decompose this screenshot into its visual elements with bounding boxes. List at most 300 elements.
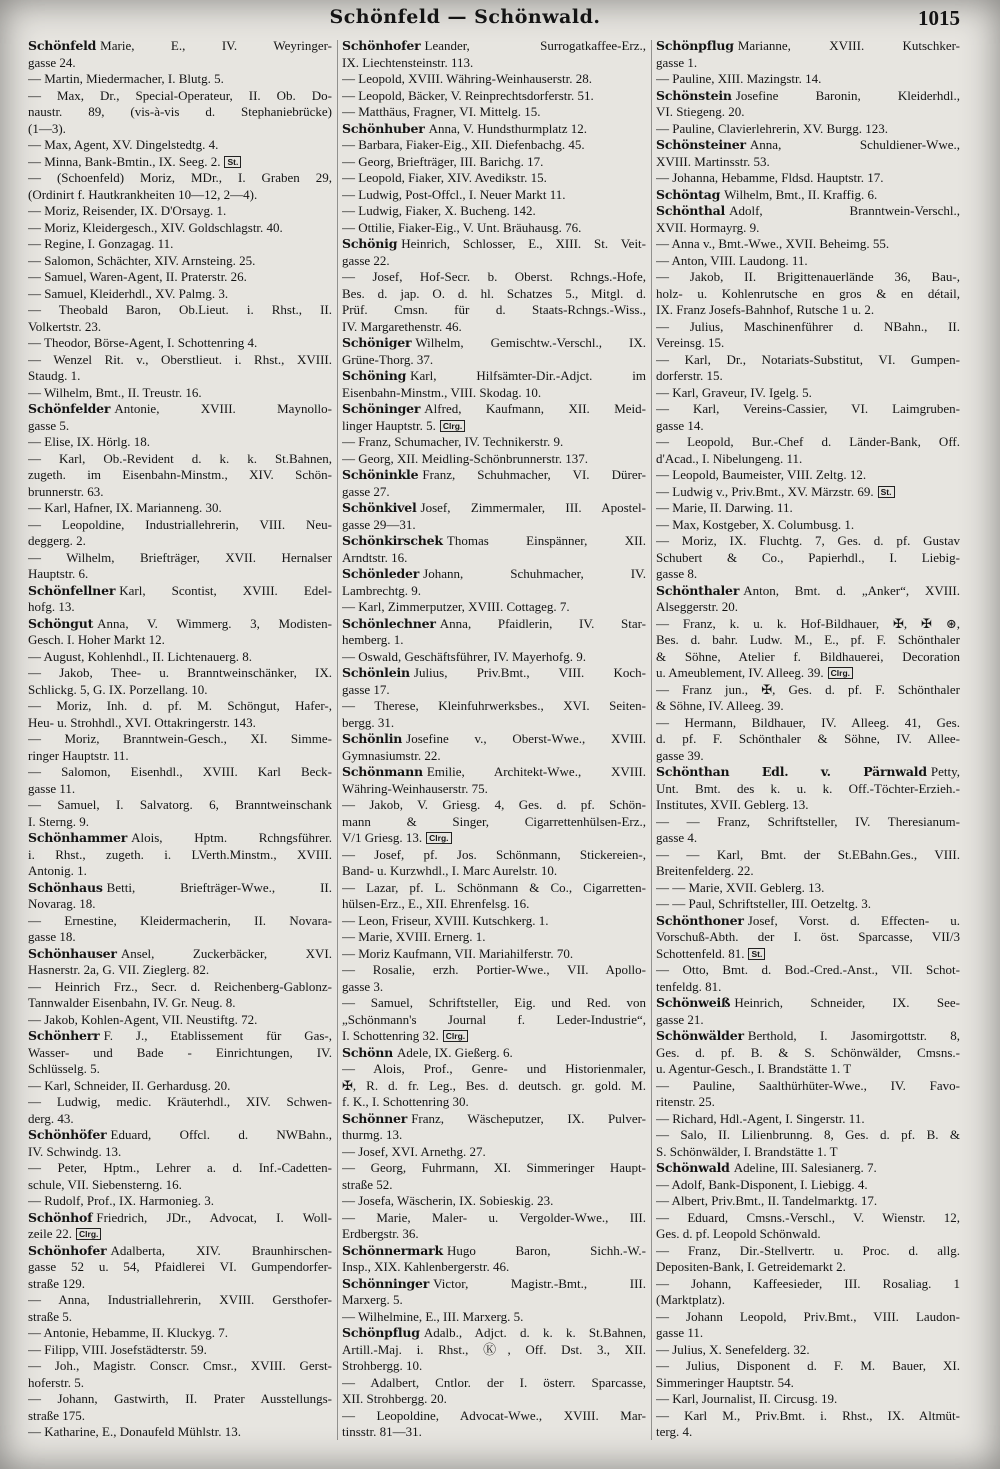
entry-text: — Johann, Gastwirth, II. Prater Ausstellungs-: [28, 1391, 332, 1406]
directory-line: [28, 1391, 332, 1408]
directory-line: [656, 566, 960, 583]
entry-heading-line: [342, 566, 646, 583]
directory-line: [342, 748, 646, 765]
directory-line: [656, 1259, 960, 1276]
entry-text: — Leopold, XVIII. Währing-Weinhauserstr. 28.: [342, 71, 592, 86]
entry-heading-line: [342, 1243, 646, 1260]
directory-line: [28, 748, 332, 765]
directory-line: [656, 550, 960, 567]
entry-text: Marie, E., IV. Weyringer-: [100, 38, 332, 53]
directory-column-2: [342, 38, 646, 1441]
directory-line: [656, 896, 960, 913]
entry-text: — Heinrich Frz., Secr. d. Reichenberg-Gablonz-: [28, 978, 332, 994]
directory-line: [656, 302, 960, 319]
directory-line: [28, 187, 332, 204]
directory-line: [656, 748, 960, 765]
entry-text: — Joh., Magistr. Conscr. Cmsr., XVIII. Gerst-: [28, 1358, 332, 1373]
entry-text: Schlickg. 5, G. IX. Porzellang. 10.: [28, 681, 208, 697]
entry-heading-line: [342, 401, 646, 418]
entry-text: IX. Liechtensteinstr. 113.: [342, 54, 474, 70]
entry-text: — Peter, Hptm., Lehrer a. d. Inf.-Cadetten-: [28, 1160, 332, 1175]
directory-line: [28, 71, 332, 88]
entry-text: Breitenfelderg. 22.: [656, 863, 754, 878]
directory-line: [656, 698, 960, 715]
directory-line: [28, 847, 332, 864]
entry-text: Lambrechtg. 9.: [342, 582, 422, 598]
entry-text: Eduard, Offcl. d. NWBahn.,: [110, 1127, 332, 1142]
entry-text: — Julius, X. Senefelderg. 32.: [656, 1341, 810, 1357]
directory-line: [28, 1342, 332, 1359]
entry-text: f. K., I. Schottenring 30.: [342, 1094, 469, 1109]
directory-line: [342, 962, 646, 979]
directory-line: [656, 1276, 960, 1293]
entry-text: gasse 17.: [342, 681, 390, 697]
directory-line: [342, 781, 646, 798]
entry-surname: Schönwälder: [656, 1028, 744, 1043]
directory-line: [656, 1111, 960, 1128]
entry-text: Leander, Surrogatkaffee-Erz.,: [424, 38, 646, 53]
entry-text: Berthold, I. Jasomirgottstr. 8,: [747, 1028, 960, 1043]
notation-box: Clrg.: [828, 667, 853, 679]
entry-text: I. Schottenring 32.: [342, 1028, 439, 1043]
entry-text: gasse 27.: [342, 483, 390, 499]
entry-heading-line: [656, 137, 960, 154]
entry-text: Marianne, XVIII. Kutschker-: [737, 38, 960, 53]
entry-text: — Ludwig v., Priv.Bmt., XV. Märzstr. 69.: [656, 483, 874, 499]
entry-text: — Eduard, Cmsns.-Verschl., V. Wienstr. 12,: [656, 1209, 960, 1225]
directory-line: [342, 715, 646, 732]
entry-heading-line: [342, 1325, 646, 1342]
directory-line: [656, 797, 960, 814]
entry-text: — Wilhelm, Bmt., II. Treustr. 16.: [28, 384, 202, 400]
entry-text: hofg. 13.: [28, 599, 75, 614]
entry-text: Simmeringer Hauptstr. 54.: [656, 1374, 794, 1390]
page-header: [0, 4, 1000, 34]
directory-line: [656, 451, 960, 468]
entry-surname: Schönweiß: [656, 995, 731, 1010]
entry-text: — Georg, Fuhrmann, XI. Simmeringer Haupt-: [342, 1160, 646, 1175]
entry-text: — Pauline, Saalthürhüter-Wwe., IV. Favo-: [656, 1077, 960, 1093]
directory-line: [656, 418, 960, 435]
directory-line: [28, 962, 332, 979]
directory-line: [656, 781, 960, 798]
directory-line: [28, 55, 332, 72]
entry-surname: Schöninkle: [342, 467, 419, 482]
entry-text: Bes. d. bahr. Ludw. M., E., pf. F. Schönthaler: [656, 632, 960, 647]
directory-line: [342, 352, 646, 369]
entry-text: u. Agentur-Gesch., I. Brandstätte 1. T: [656, 1061, 852, 1076]
entry-heading-line: [28, 830, 332, 847]
directory-line: [28, 1408, 332, 1425]
entry-text: — August, Kohlenhdl., II. Lichtenauerg. 8.: [28, 648, 252, 664]
entry-text: gasse 5.: [28, 417, 70, 433]
entry-surname: Schönfellner: [28, 582, 116, 598]
directory-line: [28, 1144, 332, 1161]
directory-line: [656, 1375, 960, 1392]
entry-text: Betti, Briefträger-Wwe., II.: [106, 879, 332, 895]
directory-line: [656, 253, 960, 270]
entry-text: Schottenfeld. 81.: [656, 945, 745, 961]
entry-text: Volkertstr. 23.: [28, 318, 102, 334]
entry-text: — Leopold, Bur.-Chef d. Länder-Bank, Off.: [656, 434, 960, 449]
entry-text: & Söhne, IV. Alleeg. 39.: [656, 698, 784, 713]
entry-text: — Josef, pf. Jos. Schönmann, Stickereien-,: [342, 846, 646, 862]
entry-text: — Albert, Priv.Bmt., II. Tandelmarktg. 17.: [656, 1193, 878, 1208]
entry-heading-line: [28, 38, 332, 55]
entry-text: — Franz, Schumacher, IV. Technikerstr. 9.: [342, 434, 564, 449]
entry-text: Heinrich, Schneider, IX. See-: [734, 995, 960, 1010]
directory-line: [28, 236, 332, 253]
directory-column-1: [28, 38, 332, 1441]
directory-line: [342, 170, 646, 187]
entry-text: — Karl, Ob.-Revident d. k. k. St.Bahnen,: [28, 450, 332, 466]
entry-text: — Katharine, E., Donaufeld Mühlstr. 13.: [28, 1424, 242, 1439]
entry-text: Erdbergstr. 36.: [342, 1226, 419, 1241]
entry-text: Ges. d. pf. Leopold Schönwald.: [656, 1226, 821, 1241]
directory-line: [28, 814, 332, 831]
directory-line: [28, 731, 332, 748]
entry-text: — Filipp, VIII. Josefstädterstr. 59.: [28, 1341, 207, 1357]
entry-surname: Schönner: [342, 1110, 408, 1126]
entry-text: — Antonie, Hebamme, II. Kluckyg. 7.: [28, 1325, 229, 1340]
entry-heading-line: [656, 38, 960, 55]
directory-line: [342, 154, 646, 171]
entry-text: — Richard, Hdl.-Agent, I. Singerstr. 11.: [656, 1110, 865, 1126]
entry-text: gasse 52 u. 54, Pfaidlerei VI. Gumpendorfer-: [28, 1259, 332, 1274]
directory-line: [342, 434, 646, 451]
directory-line: [342, 1160, 646, 1177]
entry-surname: Schönfelder: [28, 401, 111, 416]
entry-heading-line: [342, 533, 646, 550]
entry-surname: Schönkirschek: [342, 533, 443, 548]
entry-text: terg. 4.: [656, 1424, 693, 1439]
entry-text: — Karl, Journalist, II. Circusg. 19.: [656, 1391, 838, 1406]
entry-text: — Minna, Bank-Bmtin., IX. Seeg. 2.: [28, 153, 221, 169]
entry-surname: Schönpflug: [656, 38, 734, 53]
directory-line: [342, 1012, 646, 1029]
directory-line: [28, 682, 332, 699]
directory-line: [656, 962, 960, 979]
directory-line: [656, 517, 960, 534]
directory-line: [656, 1358, 960, 1375]
directory-line: [342, 1226, 646, 1243]
directory-line: [656, 55, 960, 72]
directory-line: [28, 269, 332, 286]
entry-text: tinsstr. 81—31.: [342, 1424, 422, 1439]
entry-text: I. Sterng. 9.: [28, 813, 90, 829]
directory-line: [28, 979, 332, 996]
directory-line: [342, 649, 646, 666]
entry-text: straße 129.: [28, 1275, 86, 1291]
directory-line: [28, 253, 332, 270]
entry-text: gasse 24.: [28, 54, 76, 70]
directory-line: [342, 929, 646, 946]
entry-text: — Johann Leopold, Priv.Bmt., VIII. Laudon-: [656, 1308, 960, 1324]
entry-text: Schubert & Co., Papierhdl., I. Liebig-: [656, 549, 960, 565]
entry-text: Antonie, XVIII. Maynollo-: [114, 401, 332, 416]
entry-text: — Josef, XVI. Arnethg. 27.: [342, 1143, 486, 1159]
entry-text: — Jakob, II. Brigittenauerlände 36, Bau-,: [656, 269, 960, 284]
entry-text: XVIII. Martinsstr. 53.: [656, 153, 770, 169]
entry-text: — Ludwig, Fiaker, X. Bucheng. 142.: [342, 203, 536, 218]
entry-text: — Theodor, Börse-Agent, I. Schottenring 4.: [28, 335, 258, 350]
directory-line: [656, 682, 960, 699]
entry-text: „Schönmann's Journal f. Leder-Industrie“,: [342, 1011, 646, 1027]
directory-line: [28, 286, 332, 303]
entry-text: naustr. 89, (vis-à-vis d. Stephaniebrücke): [28, 104, 332, 119]
directory-line: [342, 137, 646, 154]
directory-line: [28, 319, 332, 336]
entry-text: Adalberta, XIV. Braunhirschen-: [110, 1242, 332, 1258]
directory-line: [342, 385, 646, 402]
entry-heading-line: [28, 616, 332, 633]
directory-line: [656, 170, 960, 187]
entry-text: — Max, Kostgeber, X. Columbusg. 1.: [656, 516, 855, 532]
directory-line: [28, 170, 332, 187]
column-divider: [337, 40, 338, 1440]
directory-line: [656, 236, 960, 253]
directory-line: [28, 715, 332, 732]
entry-text: — Karl, Vereins-Cassier, VI. Laimgruben-: [656, 401, 960, 416]
entry-heading-line: [342, 121, 646, 138]
entry-surname: Schönhammer: [28, 830, 128, 845]
entry-text: Ges. d. pf. B. & S. Schönwälder, Cmsns.-: [656, 1044, 960, 1060]
entry-surname: Schönfeld: [28, 38, 97, 53]
directory-line: [28, 484, 332, 501]
entry-heading-line: [28, 1210, 332, 1227]
entry-heading-line: [342, 38, 646, 55]
directory-line: [342, 1391, 646, 1408]
entry-surname: Schönhof: [28, 1209, 93, 1225]
entry-text: — Marie, XVIII. Ernerg. 1.: [342, 929, 486, 944]
entry-surname: Schönlechner: [342, 615, 436, 631]
entry-text: Alfred, Kaufmann, XII. Meid-: [424, 401, 646, 416]
entry-surname: Schönhauser: [28, 945, 117, 961]
entry-heading-line: [342, 236, 646, 253]
entry-text: — Karl M., Priv.Bmt. i. Rhst., IX. Altmüt-: [656, 1407, 960, 1423]
directory-line: [342, 220, 646, 237]
directory-line: [28, 863, 332, 880]
directory-line: [656, 715, 960, 732]
directory-line: [656, 880, 960, 897]
entry-surname: Schönhaus: [28, 879, 103, 895]
entry-text: bergg. 31.: [342, 714, 395, 730]
entry-text: Anna, Schuldiener-Wwe.,: [749, 137, 960, 152]
entry-surname: Schönpflug: [342, 1325, 420, 1340]
directory-line: [342, 104, 646, 121]
directory-line: [342, 1292, 646, 1309]
entry-text: — Salo, II. Lilienbrunng. 8, Ges. d. pf. B. &: [656, 1127, 960, 1142]
entry-surname: Schönstein: [656, 87, 732, 103]
directory-line: [656, 946, 960, 963]
directory-line: [342, 979, 646, 996]
directory-line: [656, 467, 960, 484]
directory-line: [656, 1325, 960, 1342]
directory-line: [28, 418, 332, 435]
entry-surname: Schönhofer: [28, 1242, 107, 1258]
entry-text: — — Marie, XVII. Geblerg. 13.: [656, 879, 825, 895]
entry-text: — Franz, Dir.-Stellvertr. u. Proc. d. allg.: [656, 1242, 960, 1258]
entry-text: Eisenbahn-Minstm., VIII. Skodag. 10.: [342, 384, 542, 400]
entry-text: Adolf, Branntwein-Verschl.,: [729, 203, 960, 218]
directory-line: [342, 55, 646, 72]
entry-text: gasse 21.: [656, 1011, 704, 1027]
directory-line: [28, 1177, 332, 1194]
directory-line: [342, 995, 646, 1012]
entry-text: brunnerstr. 63.: [28, 483, 104, 499]
directory-line: [342, 1210, 646, 1227]
entry-text: — Adolf, Bank-Disponent, I. Liebigg. 4.: [656, 1176, 868, 1192]
directory-line: [656, 814, 960, 831]
directory-line: [656, 1177, 960, 1194]
directory-line: [656, 71, 960, 88]
entry-text: derg. 43.: [28, 1110, 74, 1126]
entry-text: Josefine Baronin, Kleiderhdl.,: [735, 87, 960, 103]
directory-line: [28, 764, 332, 781]
directory-line: [342, 1309, 646, 1326]
directory-line: [28, 1160, 332, 1177]
directory-line: [342, 1408, 646, 1425]
entry-text: Unt. Bmt. des k. u. k. Off.-Töchter-Erzieh.-: [656, 780, 960, 796]
entry-surname: Schönmann: [342, 764, 423, 779]
entry-text: Anna, V. Wimmerg. 3, Modisten-: [97, 615, 332, 631]
entry-text: Institutes, XVII. Geblerg. 13.: [656, 797, 809, 812]
directory-line: [28, 913, 332, 930]
directory-line: [656, 1078, 960, 1095]
entry-text: V/1 Griesg. 13.: [342, 830, 423, 845]
entry-text: Karl, Hilfsämter-Dir.-Adjct. im: [410, 368, 646, 383]
entry-text: — Rudolf, Prof., IX. Harmonieg. 3.: [28, 1193, 214, 1208]
entry-text: — Leopold, Baumeister, VIII. Zeltg. 12.: [656, 467, 867, 482]
entry-text: — Wilhelm, Briefträger, XVII. Hernalser: [28, 549, 332, 565]
entry-surname: Schöninger: [342, 401, 421, 416]
entry-text: d. pf. F. Schönthaler & Söhne, IV. Allee-: [656, 731, 960, 746]
directory-line: [656, 599, 960, 616]
entry-text: — Johann, Kaffeesieder, III. Rosaliag. 1: [656, 1275, 960, 1291]
entry-surname: Schönlin: [342, 731, 403, 746]
entry-text: — — Paul, Schriftsteller, III. Oetzeltg. 3.: [656, 896, 872, 911]
directory-line: [28, 1309, 332, 1326]
entry-text: Vorschuß-Abth. der I. öst. Sparcasse, VII/3: [656, 929, 960, 944]
directory-line: [342, 451, 646, 468]
entry-surname: Schönherr: [28, 1028, 100, 1043]
entry-text: — Hermann, Bildhauer, IV. Alleeg. 41, Ges.: [656, 714, 960, 730]
directory-line: [342, 1127, 646, 1144]
directory-line: [656, 929, 960, 946]
entry-heading-line: [656, 1160, 960, 1177]
entry-text: Staudg. 1.: [28, 368, 81, 383]
entry-text: Arndtstr. 16.: [342, 549, 408, 565]
directory-line: [656, 1061, 960, 1078]
directory-line: [656, 368, 960, 385]
directory-line: [656, 863, 960, 880]
entry-text: — Rosalie, erzh. Portier-Wwe., VII. Apollo-: [342, 962, 646, 977]
directory-line: [656, 1193, 960, 1210]
entry-text: Heinrich, Schlosser, E., XIII. St. Veit-: [401, 236, 646, 251]
entry-text: gasse 11.: [28, 780, 76, 796]
column-divider: [651, 40, 652, 1440]
directory-line: [656, 220, 960, 237]
entry-text: gasse 29—31.: [342, 516, 416, 532]
entry-text: u. Ameublement, IV. Alleeg. 39.: [656, 665, 824, 680]
directory-line: [342, 847, 646, 864]
directory-line: [342, 1144, 646, 1161]
entry-text: — Therese, Kleinfuhrwerksbes., XVI. Seiten-: [342, 698, 646, 713]
entry-text: Josef, Zimmermaler, III. Apostel-: [420, 500, 646, 515]
entry-text: — Anna, Industriallehrerin, XVIII. Gersthofer-: [28, 1292, 332, 1307]
entry-text: — Georg, Briefträger, III. Barichg. 17.: [342, 153, 544, 169]
entry-text: Insp., XIX. Kahlenbergerstr. 46.: [342, 1259, 510, 1274]
entry-text: — Wenzel Rit. v., Oberstlieut. i. Rhst., XVIII.: [28, 351, 332, 367]
directory-line: [342, 187, 646, 204]
directory-line: [28, 1292, 332, 1309]
directory-line: [342, 319, 646, 336]
entry-text: Julius, Priv.Bmt., VIII. Koch-: [413, 665, 646, 680]
directory-line: [342, 814, 646, 831]
entry-text: — Lazar, pf. L. Schönmann & Co., Cigarretten-: [342, 879, 646, 895]
entry-text: — Pauline, Clavierlehrerin, XV. Burgg. 123.: [656, 120, 889, 136]
entry-text: Anna, Pfaidlerin, IV. Star-: [439, 615, 646, 631]
entry-text: d'Acad., I. Nibelungeng. 11.: [656, 450, 803, 466]
entry-text: — Moriz Kaufmann, VII. Mariahilferstr. 70.: [342, 945, 574, 961]
entry-text: XVII. Hormayrg. 9.: [656, 219, 760, 235]
entry-text: Anton, Bmt. d. „Anker“, XVIII.: [743, 582, 960, 598]
entry-text: Friedrich, JDr., Advocat, I. Woll-: [96, 1209, 332, 1225]
entry-text: F. J., Etablissement für Gas-,: [103, 1028, 332, 1043]
directory-line: [28, 154, 332, 171]
entry-text: (1—3).: [28, 120, 66, 136]
notation-box: Clrg.: [440, 420, 465, 432]
entry-text: S. Schönwälder, I. Brandstätte 1. T: [656, 1143, 838, 1159]
entry-text: — Moriz, IX. Fluchtg. 7, Ges. d. pf. Gustav: [656, 533, 960, 548]
entry-text: — Pauline, XIII. Mazingstr. 14.: [656, 71, 822, 86]
entry-text: Schlüsselg. 5.: [28, 1061, 100, 1076]
directory-line: [28, 203, 332, 220]
directory-line: [28, 137, 332, 154]
entry-text: linger Hauptstr. 5.: [342, 417, 436, 433]
entry-heading-line: [28, 880, 332, 897]
directory-line: [342, 253, 646, 270]
entry-text: Anna, V. Hundsthurmplatz 12.: [428, 120, 588, 136]
entry-text: — Moriz, Branntwein-Gesch., XI. Simme-: [28, 731, 332, 746]
entry-text: ✠, R. d. fr. Leg., Bes. d. deutsch. gr. gold. M.: [342, 1077, 646, 1093]
entry-text: Hugo Baron, Sichh.-W.-: [446, 1242, 646, 1258]
directory-line: [342, 632, 646, 649]
entry-text: Hauptstr. 6.: [28, 566, 89, 581]
directory-line: [28, 1375, 332, 1392]
directory-line: [656, 616, 960, 633]
directory-line: [342, 88, 646, 105]
entry-text: dorferstr. 15.: [656, 368, 723, 383]
entry-heading-line: [656, 583, 960, 600]
entry-heading-line: [28, 1127, 332, 1144]
directory-line: [28, 1259, 332, 1276]
directory-line: [656, 1408, 960, 1425]
directory-line: [28, 698, 332, 715]
entry-text: gasse 1.: [656, 54, 698, 70]
entry-text: Vereinsg. 15.: [656, 335, 725, 350]
entry-text: Adalb., Adjct. d. k. k. St.Bahnen,: [423, 1325, 646, 1340]
directory-line: [656, 154, 960, 171]
entry-text: — Salomon, Eisenhdl., XVIII. Karl Beck-: [28, 764, 332, 779]
entry-text: — Jakob, Thee- u. Branntweinschänker, IX.: [28, 665, 332, 680]
entry-text: Grüne-Thorg. 37.: [342, 351, 434, 367]
entry-surname: Schönlein: [342, 665, 410, 680]
entry-text: zeile 22.: [28, 1226, 73, 1241]
directory-line: [656, 979, 960, 996]
directory-line: [342, 302, 646, 319]
entry-text: deggerg. 2.: [28, 533, 86, 548]
